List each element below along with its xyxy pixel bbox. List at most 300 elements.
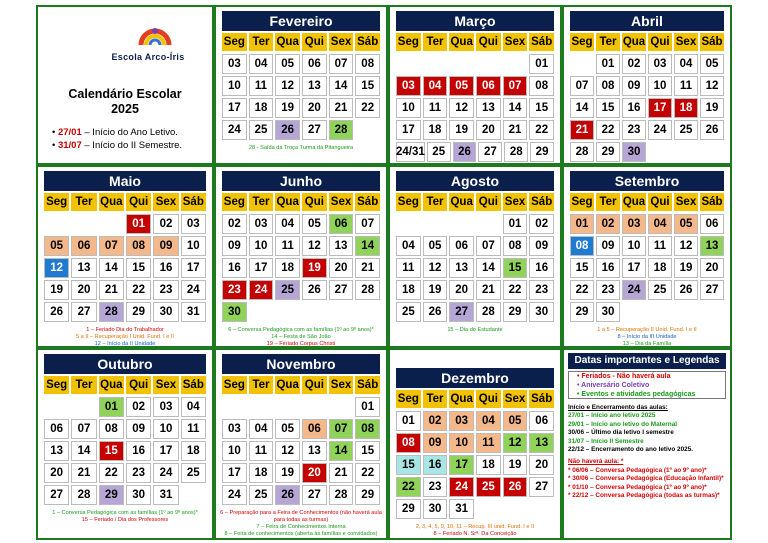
week-row [396, 54, 554, 74]
week-row [222, 120, 380, 140]
month-note: 6 – Preparação para a Feira de Conhecimentos (não haverá aula para todas as turmas) [220, 510, 382, 523]
day-cell: 31 [449, 499, 474, 519]
month-notes [220, 510, 382, 540]
weekday-header: Qui [476, 390, 501, 408]
day-cell: 19 [503, 455, 528, 475]
day-cell [71, 397, 96, 417]
day-cell: 30 [423, 499, 448, 519]
day-cell: 17 [153, 441, 178, 461]
weekday-header: Seg [396, 193, 421, 211]
day-cell: 26 [302, 280, 327, 300]
day-cell: 16 [423, 455, 448, 475]
weekday-header-row [44, 193, 206, 211]
day-cell [648, 142, 672, 162]
day-cell: 01 [396, 411, 421, 431]
month-title: Fevereiro [222, 11, 380, 31]
day-cell: 20 [529, 455, 554, 475]
week-row [44, 463, 206, 483]
day-cell [355, 302, 380, 322]
legend-box [568, 371, 726, 399]
day-cell: 11 [423, 98, 448, 118]
day-cell: 03 [249, 214, 274, 234]
weekday-header: Qua [449, 193, 474, 211]
day-cell [275, 302, 300, 322]
day-cell: 23 [622, 120, 646, 140]
day-cell: 13 [476, 98, 501, 118]
day-cell: 19 [423, 280, 448, 300]
day-cell: 14 [355, 236, 380, 256]
day-cell: 16 [529, 258, 554, 278]
day-cell [44, 397, 69, 417]
week-row [396, 98, 554, 118]
weekday-header-row [222, 193, 380, 211]
day-cell: 04 [275, 214, 300, 234]
day-cell: 15 [596, 98, 620, 118]
day-cell: 03 [622, 214, 646, 234]
legend-noclass-item: * 30/06 – Conversa Pedagógica (Educação Infantil)* [568, 475, 724, 483]
legend-section-heading: Início e Encerramento das aulas: [568, 404, 668, 411]
weekday-header: Qua [275, 376, 300, 394]
weekday-header: Sex [503, 390, 528, 408]
day-cell: 01 [570, 214, 594, 234]
day-cell: 02 [596, 214, 620, 234]
weekday-header: Qui [476, 193, 501, 211]
day-cell: 07 [99, 236, 124, 256]
weekday-header: Sáb [529, 193, 554, 211]
day-cell: 27 [302, 120, 327, 140]
weekday-header: Ter [596, 193, 620, 211]
weekday-header-row [222, 376, 380, 394]
month-note: 15 – Dia do Estudante [447, 327, 503, 333]
legend-title: Datas importantes e Legendas [568, 353, 726, 369]
day-cell [329, 397, 354, 417]
day-cell: 15 [529, 98, 554, 118]
day-cell: 25 [181, 463, 206, 483]
legend-item-holiday: • Feriados - Não haverá aula [577, 373, 671, 380]
day-cell: 21 [570, 120, 594, 140]
day-cell: 25 [275, 280, 300, 300]
weekday-header: Sex [153, 376, 178, 394]
weekday-header: Sex [153, 193, 178, 211]
legend-panel [562, 348, 732, 540]
day-cell: 10 [181, 236, 206, 256]
day-cell: 14 [329, 76, 354, 96]
day-cell: 12 [449, 98, 474, 118]
day-cell: 10 [449, 433, 474, 453]
day-cell: 07 [329, 419, 354, 439]
legend-item-label: Eventos e atividades pedagógicas [581, 391, 696, 398]
day-cell [449, 54, 474, 74]
weekday-header: Seg [396, 33, 421, 51]
day-cell [503, 499, 528, 519]
month-notes [220, 145, 382, 152]
day-cell: 21 [476, 280, 501, 300]
legend-dates-list [568, 404, 726, 500]
day-cell: 28 [570, 142, 594, 162]
day-cell: 08 [126, 236, 151, 256]
day-cell: 25 [674, 120, 698, 140]
weekday-header: Sex [329, 193, 354, 211]
weekday-header: Seg [44, 376, 69, 394]
day-cell: 26 [503, 477, 528, 497]
week-row [570, 76, 724, 96]
day-cell: 12 [674, 236, 698, 256]
weekday-header: Seg [570, 33, 594, 51]
day-cell: 24 [181, 280, 206, 300]
month-panel-6 [562, 165, 732, 348]
day-cell: 28 [329, 120, 354, 140]
day-cell: 11 [275, 236, 300, 256]
calendar-title [38, 87, 212, 117]
day-cell: 06 [329, 214, 354, 234]
day-cell: 11 [249, 76, 274, 96]
day-cell: 06 [302, 54, 327, 74]
day-cell: 07 [503, 76, 528, 96]
month-panel-8 [214, 348, 388, 540]
weekday-header: Qui [302, 33, 327, 51]
day-cell: 04 [476, 411, 501, 431]
day-cell: 24 [153, 463, 178, 483]
day-cell: 14 [99, 258, 124, 278]
day-cell: 16 [622, 98, 646, 118]
day-cell: 10 [396, 98, 421, 118]
day-cell: 28 [504, 142, 528, 162]
day-cell: 05 [44, 236, 69, 256]
day-cell [674, 142, 698, 162]
legend-section-heading: Não haverá aula: * [568, 458, 624, 466]
weekday-header: Ter [71, 376, 96, 394]
weekday-header: Sáb [355, 376, 380, 394]
day-cell [249, 397, 274, 417]
day-cell: 17 [181, 258, 206, 278]
day-cell: 21 [71, 463, 96, 483]
week-row [222, 302, 380, 322]
day-cell: 30 [596, 302, 620, 322]
day-cell: 26 [44, 302, 69, 322]
day-cell: 26 [275, 485, 300, 505]
day-cell: 17 [222, 98, 247, 118]
day-cell: 20 [449, 280, 474, 300]
weekday-header: Seg [222, 376, 247, 394]
day-cell: 29 [99, 485, 124, 505]
weekday-header: Ter [423, 33, 448, 51]
day-cell: 24 [249, 280, 274, 300]
month-note: 1 – Feriado Dia do Trabalhador [86, 327, 164, 333]
day-cell: 29 [530, 142, 554, 162]
month-title: Agosto [396, 171, 554, 191]
weekday-header: Ter [423, 193, 448, 211]
day-cell: 19 [449, 120, 474, 140]
day-cell: 21 [329, 98, 354, 118]
week-row [44, 397, 206, 417]
weekday-header: Seg [44, 193, 69, 211]
day-cell: 05 [449, 76, 474, 96]
day-cell: 11 [249, 441, 274, 461]
day-cell: 06 [449, 236, 474, 256]
day-cell: 13 [302, 76, 327, 96]
week-row [222, 485, 380, 505]
day-cell: 10 [648, 76, 672, 96]
day-cell: 08 [596, 76, 620, 96]
day-cell [700, 142, 724, 162]
weekday-header: Sáb [700, 33, 724, 51]
weekday-header-row [396, 193, 554, 211]
day-cell: 07 [476, 236, 501, 256]
week-row [396, 214, 554, 234]
day-cell: 04 [396, 236, 421, 256]
day-cell [71, 214, 96, 234]
week-row [396, 433, 554, 453]
day-cell [700, 302, 724, 322]
day-cell: 24 [648, 120, 672, 140]
month-note: 1 – Conversa Pedagógica com as famílias (1º ao 9º anos)* [52, 510, 198, 516]
day-cell: 24 [222, 120, 247, 140]
week-row [222, 214, 380, 234]
legend-item-events: • Eventos e atividades pedagógicas [577, 391, 696, 398]
calendar-title-line1: Calendário Escolar [68, 87, 182, 101]
month-note: 2, 3, 4, 5, 9, 10, 11 – Recup. III unid. Fund. I e II [415, 524, 535, 530]
day-cell: 09 [529, 236, 554, 256]
weekday-header: Sáb [529, 33, 554, 51]
weekday-header: Ter [249, 33, 274, 51]
legend-item-anniversary: • Aniversário Coletivo [577, 382, 650, 389]
week-row [396, 258, 554, 278]
day-cell: 28 [476, 302, 501, 322]
weekday-header: Sex [329, 33, 354, 51]
legend-item-label: Aniversário Coletivo [581, 382, 650, 389]
day-cell [476, 499, 501, 519]
day-cell: 06 [700, 214, 724, 234]
day-cell: 08 [396, 433, 421, 453]
day-cell: 06 [476, 76, 501, 96]
day-cell: 26 [275, 120, 300, 140]
weekday-header: Ter [249, 376, 274, 394]
week-row [570, 280, 724, 300]
day-cell: 04 [249, 419, 274, 439]
day-cell: 18 [275, 258, 300, 278]
day-cell [396, 54, 421, 74]
day-cell [449, 214, 474, 234]
day-cell: 16 [596, 258, 620, 278]
day-cell: 24/31 [396, 142, 425, 162]
day-cell: 16 [126, 441, 151, 461]
day-cell: 29 [503, 302, 528, 322]
day-cell: 22 [355, 98, 380, 118]
month-note: 8 – Início da III Unidade [617, 334, 677, 340]
day-cell: 17 [249, 258, 274, 278]
day-cell: 08 [503, 236, 528, 256]
day-cell: 14 [570, 98, 594, 118]
day-cell [99, 214, 124, 234]
month-panel-9 [388, 348, 562, 540]
day-cell: 20 [302, 463, 327, 483]
month-panel-1 [388, 5, 562, 165]
day-cell: 19 [275, 98, 300, 118]
weekday-header: Sáb [181, 376, 206, 394]
day-cell: 09 [423, 433, 448, 453]
day-cell: 23 [423, 477, 448, 497]
weekday-header: Qui [476, 33, 501, 51]
week-row [396, 302, 554, 322]
day-cell [44, 214, 69, 234]
month-title: Setembro [570, 171, 724, 191]
day-cell: 28 [355, 280, 380, 300]
day-cell: 27 [302, 485, 327, 505]
day-cell [329, 302, 354, 322]
day-cell: 10 [249, 236, 274, 256]
month-title: Novembro [222, 354, 380, 374]
day-cell: 25 [249, 485, 274, 505]
day-cell: 10 [222, 76, 247, 96]
month-title: Abril [570, 11, 724, 31]
day-cell: 24 [622, 280, 646, 300]
day-cell: 21 [355, 258, 380, 278]
week-row [570, 236, 724, 256]
day-cell: 29 [596, 142, 620, 162]
month-panel-5 [388, 165, 562, 348]
day-cell: 12 [275, 441, 300, 461]
intro-bullet-date: 27/01 [57, 127, 82, 138]
legend-noclass-item: * 22/12 – Conversa Pedagógica (todas as turmas)* [568, 492, 720, 500]
day-cell: 21 [503, 120, 528, 140]
week-row [570, 302, 724, 322]
legend-date-item: 29/01 – Início ano letivo do Maternal [568, 420, 678, 428]
weekday-header-row [222, 33, 380, 51]
weekday-header: Qui [126, 376, 151, 394]
day-cell: 08 [529, 76, 554, 96]
day-cell: 25 [648, 280, 672, 300]
weekday-header: Sex [674, 33, 698, 51]
day-cell: 18 [181, 441, 206, 461]
week-row [222, 419, 380, 439]
weekday-header: Qui [648, 33, 672, 51]
day-cell: 18 [648, 258, 672, 278]
day-cell: 11 [181, 419, 206, 439]
month-panel-0 [214, 5, 388, 165]
day-cell: 15 [355, 76, 380, 96]
week-row [44, 258, 206, 278]
day-cell: 13 [44, 441, 69, 461]
day-cell: 23 [529, 280, 554, 300]
day-cell: 25 [396, 302, 421, 322]
month-title: Dezembro [396, 368, 554, 388]
day-cell: 13 [302, 441, 327, 461]
weekday-header: Sáb [355, 193, 380, 211]
day-cell: 27 [44, 485, 69, 505]
intro-bullet: • 31/07 – Início do II Semestre. [52, 140, 183, 151]
week-row [222, 463, 380, 483]
day-cell: 23 [222, 280, 247, 300]
day-cell: 01 [99, 397, 124, 417]
month-note: 12 – Início da II Unidade [94, 341, 156, 347]
week-row [222, 98, 380, 118]
day-cell: 17 [396, 120, 421, 140]
week-row [222, 54, 380, 74]
day-cell: 15 [99, 441, 124, 461]
legend-date-item: 22/12 – Encerramento do ano letivo 2025. [568, 446, 694, 454]
day-cell: 15 [503, 258, 528, 278]
day-cell: 30 [153, 302, 178, 322]
day-cell: 05 [674, 214, 698, 234]
day-cell: 23 [126, 463, 151, 483]
month-note [394, 538, 556, 540]
day-cell: 01 [503, 214, 528, 234]
day-cell: 19 [44, 280, 69, 300]
weekday-header: Qua [99, 376, 124, 394]
day-cell: 25 [476, 477, 501, 497]
day-cell: 30 [222, 302, 247, 322]
week-row [44, 441, 206, 461]
week-row [570, 54, 724, 74]
week-row [44, 236, 206, 256]
weekday-header-row [396, 390, 554, 408]
day-cell: 09 [622, 76, 646, 96]
month-note: 28 - Saída da Troça Turma da Pitangueira [248, 145, 354, 151]
day-cell [355, 120, 380, 140]
week-row [44, 280, 206, 300]
legend-item-label: Feriados - Não haverá aula [581, 373, 671, 380]
day-cell: 08 [99, 419, 124, 439]
month-note: 15 – Feriado / Dia dos Professores [81, 517, 169, 523]
day-cell: 19 [674, 258, 698, 278]
day-cell: 07 [71, 419, 96, 439]
day-cell: 16 [222, 258, 247, 278]
day-cell: 07 [329, 54, 354, 74]
day-cell [249, 302, 274, 322]
day-cell: 30 [622, 142, 646, 162]
day-cell: 22 [355, 463, 380, 483]
week-row [570, 98, 724, 118]
day-cell: 19 [275, 463, 300, 483]
day-cell: 12 [275, 76, 300, 96]
day-cell: 29 [396, 499, 421, 519]
school-name: Escola Arco-Íris [111, 52, 185, 62]
day-cell: 03 [648, 54, 672, 74]
month-title: Março [396, 11, 554, 31]
day-cell [275, 397, 300, 417]
week-row [222, 441, 380, 461]
day-cell: 12 [302, 236, 327, 256]
day-cell: 22 [596, 120, 620, 140]
day-cell: 02 [126, 397, 151, 417]
week-row [570, 214, 724, 234]
day-cell: 24 [449, 477, 474, 497]
legend-noclass-item: * 01/10 – Conversa Pedagógica (1º ao 9º ano)* [568, 483, 707, 491]
day-cell: 11 [648, 236, 672, 256]
day-cell: 14 [476, 258, 501, 278]
day-cell: 05 [275, 54, 300, 74]
week-row [222, 280, 380, 300]
day-cell: 01 [126, 214, 151, 234]
day-cell: 04 [181, 397, 206, 417]
week-row [44, 419, 206, 439]
day-cell: 20 [44, 463, 69, 483]
weekday-header: Sex [503, 33, 528, 51]
day-cell: 22 [99, 463, 124, 483]
day-cell: 19 [302, 258, 327, 278]
day-cell: 02 [153, 214, 178, 234]
day-cell: 20 [329, 258, 354, 278]
day-cell: 10 [222, 441, 247, 461]
day-cell: 14 [71, 441, 96, 461]
weekday-header: Qua [622, 33, 646, 51]
month-note: 19 – Feriado Corpus Christi [266, 341, 336, 347]
weekday-header-row [570, 33, 724, 51]
day-cell [222, 397, 247, 417]
weekday-header: Qui [648, 193, 672, 211]
week-row [396, 76, 554, 96]
week-row [222, 76, 380, 96]
